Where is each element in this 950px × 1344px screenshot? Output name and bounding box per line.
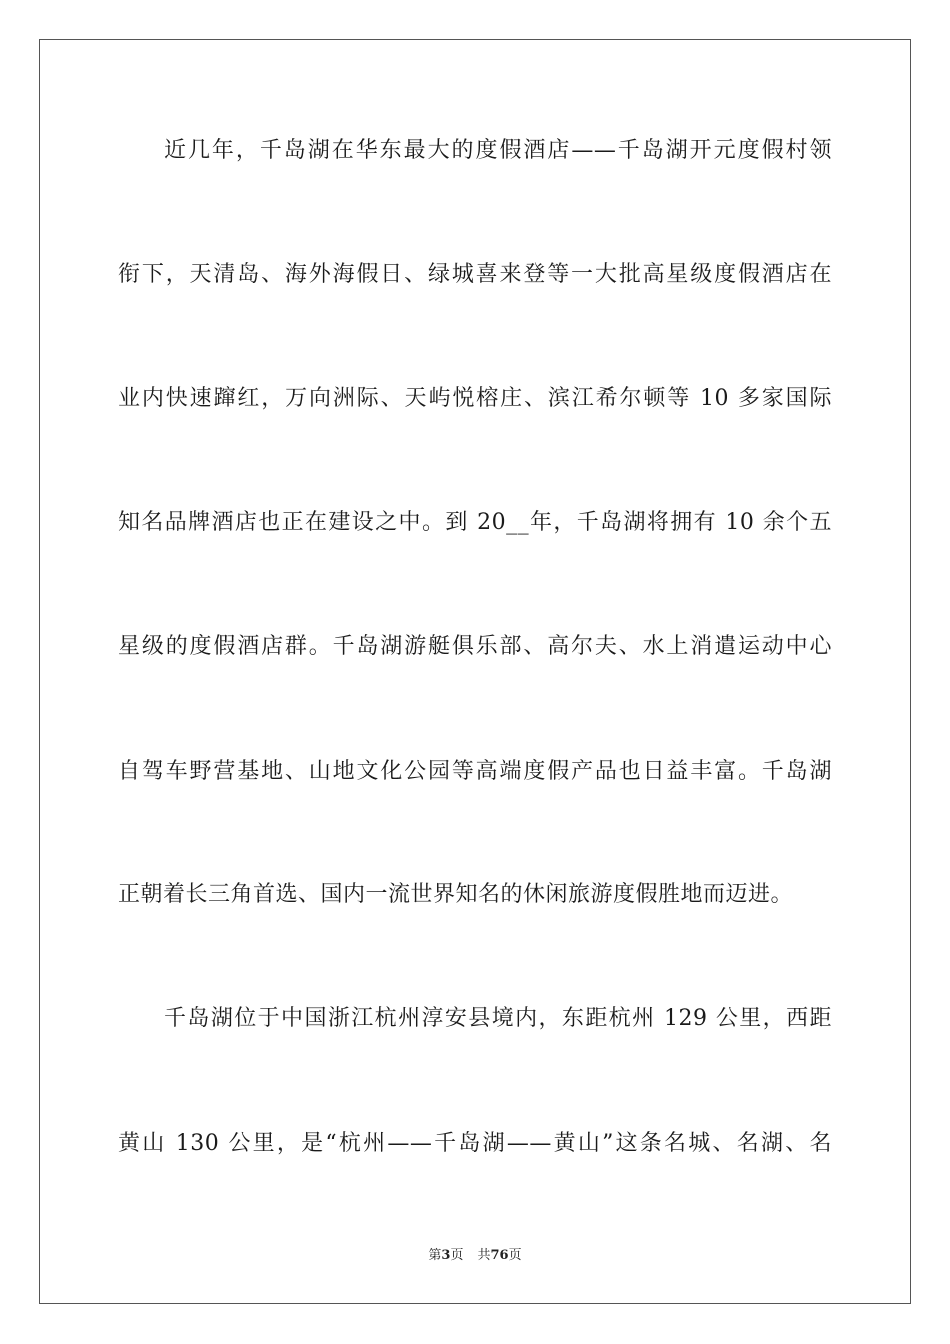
- paragraph-1-line-6: 自驾车野营基地、山地文化公园等高端度假产品也日益丰富。千岛湖: [118, 759, 832, 784]
- paragraph-1-line-5: 星级的度假酒店群。千岛湖游艇俱乐部、高尔夫、水上消遣运动中心: [118, 634, 832, 659]
- paragraph-2-line-1: 千岛湖位于中国浙江杭州淳安县境内，东距杭州 129 公里，西距: [164, 1006, 832, 1031]
- paragraph-1-line-2: 衔下，天清岛、海外海假日、绿城喜来登等一大批高星级度假酒店在: [118, 262, 832, 287]
- total-prefix: 共: [477, 1248, 491, 1263]
- page-footer: [0, 1247, 950, 1265]
- total-suffix: 页: [508, 1248, 522, 1263]
- page-suffix: 页: [450, 1248, 464, 1263]
- total-pages: 76: [490, 1248, 509, 1263]
- paragraph-1-line-3: 业内快速蹿红，万向洲际、天屿悦榕庄、滨江希尔顿等 10 多家国际: [118, 386, 832, 411]
- paragraph-1-line-1: 近几年，千岛湖在华东最大的度假酒店——千岛湖开元度假村领: [164, 138, 832, 163]
- page-number: 3: [441, 1248, 451, 1263]
- page-border: [39, 39, 911, 1304]
- paragraph-1-line-7: 正朝着长三角首选、国内一流世界知名的休闲旅游度假胜地而迈进。: [118, 882, 794, 907]
- paragraph-1-line-4: 知名品牌酒店也正在建设之中。到 20__年，千岛湖将拥有 10 余个五: [118, 510, 832, 535]
- paragraph-2-line-2: 黄山 130 公里，是“杭州——千岛湖——黄山”这条名城、名湖、名: [118, 1131, 832, 1156]
- page-prefix: 第: [428, 1248, 442, 1263]
